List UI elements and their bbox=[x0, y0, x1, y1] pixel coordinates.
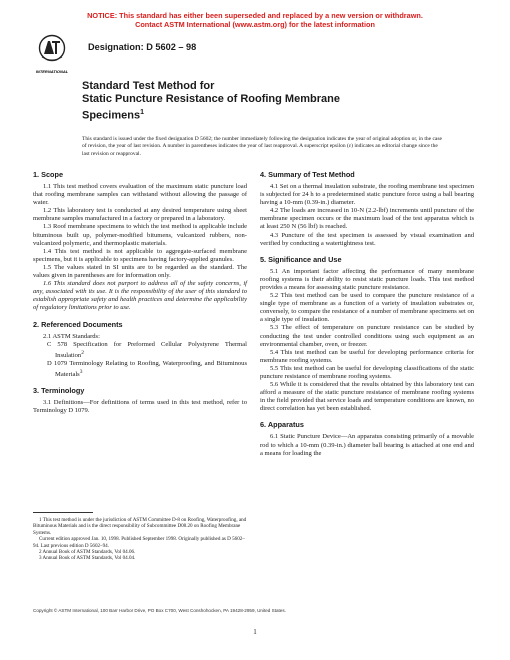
refdocs-d1079 bbox=[37, 360, 247, 379]
scope-1-2: 1.2 This laboratory test is conducted at any desired temperature using sheet membrane samples manufactured in a factory or prepared in a laboratory. bbox=[33, 207, 247, 223]
footnote-1: 1 This test method is under the jurisdiction of ASTM Committee D-8 on Roofing, Waterproofing, and Bituminous Materials and is the direct responsibility of Subcommittee D08.20 on Roofing Membrane Systems. bbox=[33, 517, 247, 536]
summary-4-2: 4.2 The loads are increased in 10-N (2.2-lbf) increments until puncture of the membrane specimen occurs or the maximum load of the test apparatus which is at least 250 N (56 lbf) is reached. bbox=[260, 207, 474, 231]
notice-banner bbox=[0, 11, 510, 29]
significance-heading: 5. Significance and Use bbox=[260, 254, 342, 264]
section-referenced-documents bbox=[33, 320, 247, 380]
refdocs-2-1: 2.1 ASTM Standards: bbox=[43, 332, 100, 340]
footnote-divider bbox=[33, 512, 93, 513]
significance-5-6: 5.6 While it is considered that the results obtained by this laboratory test can afford a measure of the static puncture resistance of membrane roofing systems in the field provided that service loads and temperature conditions are known, no direct correlation has yet been established. bbox=[260, 381, 474, 413]
section-apparatus bbox=[260, 420, 474, 457]
left-column bbox=[33, 170, 247, 423]
significance-5-3: 5.3 The effect of temperature on puncture resistance can be studied by conducting the test under controlled conditions using such equipment as an environmental chamber, oven, or freezer. bbox=[260, 324, 474, 348]
summary-4-3: 4.3 Puncture of the test specimen is assessed by visual examination and verified by conducting a watertightness test. bbox=[260, 231, 474, 247]
page-number: 1 bbox=[253, 628, 257, 636]
significance-5-4: 5.4 This test method can be useful for developing performance criteria for membrane roofing systems. bbox=[260, 348, 474, 364]
section-terminology bbox=[33, 386, 247, 415]
refdocs-c578 bbox=[37, 341, 247, 360]
astm-logo-icon bbox=[35, 33, 69, 77]
footnotes bbox=[33, 512, 247, 562]
section-summary bbox=[260, 170, 474, 248]
title-line-1: Standard Test Method for bbox=[82, 80, 215, 92]
terminology-3-1: 3.1 Definitions—For definitions of terms used in this test method, refer to Terminology D 1079. bbox=[33, 399, 247, 415]
title-line-3 bbox=[82, 106, 340, 123]
intro-paragraph: This standard is issued under the fixed designation D 5602; the number immediately following the designation indicates the year of original adoption or, in the case of revision, the year of last revision. A number in parentheses indicates the year of last reapproval. A superscript epsilon (ε) indicates an editorial change since the last revision or reapproval. bbox=[82, 136, 442, 157]
section-significance bbox=[260, 255, 474, 414]
terminology-heading: 3. Terminology bbox=[33, 386, 85, 396]
scope-heading: 1. Scope bbox=[33, 170, 64, 179]
refdocs-c578-footnote: 2 bbox=[81, 349, 84, 356]
scope-1-6: 1.6 This standard does not purport to address all of the safety concerns, if any, associated with its use. It is the responsibility of the user of this standard to establish appropriate safety and health practices and determine the applicability of regulatory limitations prior to use. bbox=[33, 280, 247, 312]
scope-1-1: 1.1 This test method covers evaluation of the maximum static puncture load that roofing membrane samples can withstand without allowing the passage of water. bbox=[33, 183, 247, 207]
title-footnote-marker: 1 bbox=[140, 109, 144, 116]
scope-1-4: 1.4 This test method is not applicable to aggregate-surfaced membrane specimens, but it is applicable to specimens having factory-applied granules. bbox=[33, 247, 247, 263]
notice-line-2: Contact ASTM International (www.astm.org) for the latest information bbox=[135, 20, 375, 29]
refdocs-heading: 2. Referenced Documents bbox=[33, 319, 123, 329]
significance-5-2: 5.2 This test method can be used to compare the puncture resistance of a single type of membrane as a function of a variety of insulation substrates or, conversely, to compare the resistance of a number of membrane specimens set on a single type of insulation. bbox=[260, 292, 474, 324]
significance-5-5: 5.5 This test method can be useful for developing classifications of the static puncture resistance of membrane roofing systems. bbox=[260, 364, 474, 380]
scope-1-5: 1.5 The values stated in SI units are to be regarded as the standard. The values given in parentheses are for information only. bbox=[33, 263, 247, 280]
logo-text: INTERNATIONAL bbox=[35, 69, 69, 74]
notice-line-1: NOTICE: This standard has either been superseded and replaced by a new version or withdrawn. bbox=[87, 11, 423, 20]
footnote-1-edition: Current edition approved Jan. 10, 1998. Published September 1998. Originally published as D 5602–94. Last previous edition D 5602–94. bbox=[33, 536, 245, 549]
title-line-3-text: Specimens bbox=[82, 109, 141, 122]
significance-5-1: 5.1 An important factor affecting the performance of many membrane roofing systems is their ability to resist static puncture loads. This test method provides a means for assessing static puncture resistance. bbox=[260, 267, 474, 291]
section-scope bbox=[33, 170, 247, 313]
refdocs-c578-text: C 578 Specification for Preformed Cellular Polystyrene Thermal Insulation bbox=[47, 340, 247, 359]
summary-4-1: 4.1 Set on a thermal insulation substrate, the roofing membrane test specimen is subjected for 24 h to a predetermined static puncture force using a ball bearing having a 10-mm (0.39-in.) diameter. bbox=[260, 183, 474, 207]
scope-1-3: 1.3 Roof membrane specimens to which the test method is applicable include bituminous built up, polymer-modified bitumens, vulcanized rubbers, non-vulcanized polymeric, and thermoplastic materials. bbox=[33, 223, 247, 247]
copyright-line: Copyright © ASTM International, 100 Barr Harbor Drive, PO Box C700, West Conshohocken, PA 19428-2959, United States. bbox=[33, 608, 286, 613]
refdocs-d1079-text: D 1079 Terminology Relating to Roofing, Waterproofing, and Bituminous Materials bbox=[47, 359, 247, 379]
page-title bbox=[82, 80, 340, 123]
refdocs-d1079-footnote: 3 bbox=[79, 369, 83, 376]
apparatus-6-1: 6.1 Static Puncture Device—An apparatus consisting primarily of a movable rod to which a 10-mm (0.39-in.) diameter ball bearing is attached at one end and a means for loading the bbox=[260, 433, 474, 457]
footnote-2: 2 Annual Book of ASTM Standards, Vol 04.06. bbox=[39, 549, 136, 556]
apparatus-heading: 6. Apparatus bbox=[260, 420, 304, 430]
designation: Designation: D 5602 – 98 bbox=[88, 42, 197, 52]
summary-heading: 4. Summary of Test Method bbox=[260, 170, 355, 179]
title-line-2: Static Puncture Resistance of Roofing Membrane bbox=[82, 93, 340, 105]
footnote-3: 3 Annual Book of ASTM Standards, Vol 04.04. bbox=[39, 555, 136, 562]
right-column bbox=[260, 170, 474, 465]
